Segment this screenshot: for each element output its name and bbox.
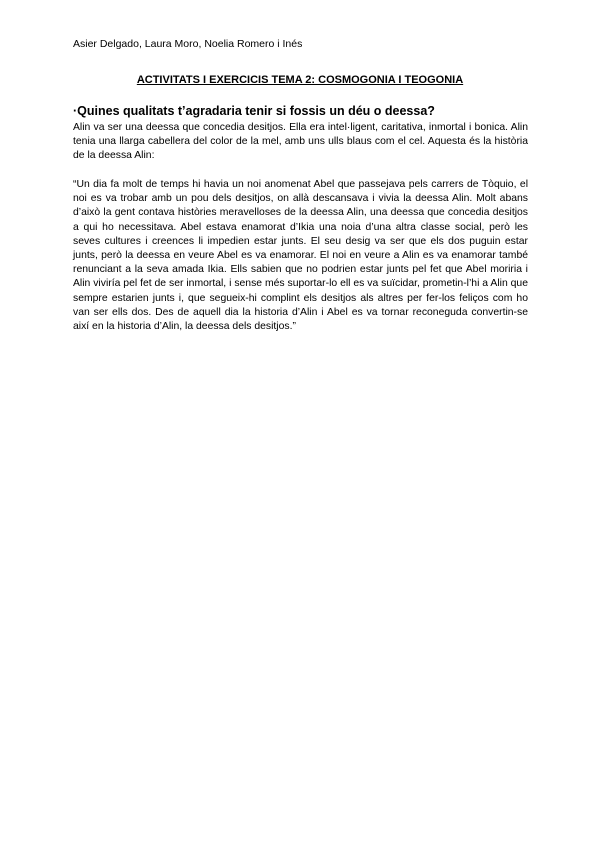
question-heading: ·Quines qualitats t’agradaria tenir si fossis un déu o deessa? [73,104,435,118]
authors-line: Asier Delgado, Laura Moro, Noelia Romero i Inés [73,38,303,50]
document-title: ACTIVITATS I EXERCICIS TEMA 2: COSMOGONIA I TEOGONIA [136,74,464,86]
intro-paragraph: Alin va ser una deessa que concedia desitjos. Ella era intel·ligent, caritativa, inmortal i bonica. Alin tenia una llarga cabellera del color de la mel, amb uns ulls blaus com el cel. Aquesta és la història de la deessa Alin: [73,122,528,162]
story-paragraph: “Un dia fa molt de temps hi havia un noi anomenat Abel que passejava pels carrers de Tòquio, el noi es va trobar amb un pou dels desitjos, on allà descansava i vivia la deessa Alin. Molt abans d’això la gent contava històries meravelloses de la deessa Alin, una deessa que concedia desitjos a qui ho necessitava. Abel estava enamorat d’Ikia una noia d’una altra classe social, però les seves cultures i creences li impedien estar junts. El seu desig va ser que els dos puguin estar junts, però la deessa en veure Abel es va enamorar. El noi en veure a Alin es va enamorar també renunciant a la seva amada Ikia. Ells sabien que no podrien estar junts pel fet que Abel moriria i Alin viviría pel fet de ser inmortal, i sense més suportar-lo ell es va suïcidar, prometin-l’hi a Alin que sempre estarien junts i, que segueix-hi complint els desitjos als altres per fer-los feliços com ho van ser ells dos. Des de aquell dia la historia d’Alin i Abel es va tornar reconeguda convertin-se així en la historia d’Alin, la deessa dels desitjos.” [73,179,528,333]
